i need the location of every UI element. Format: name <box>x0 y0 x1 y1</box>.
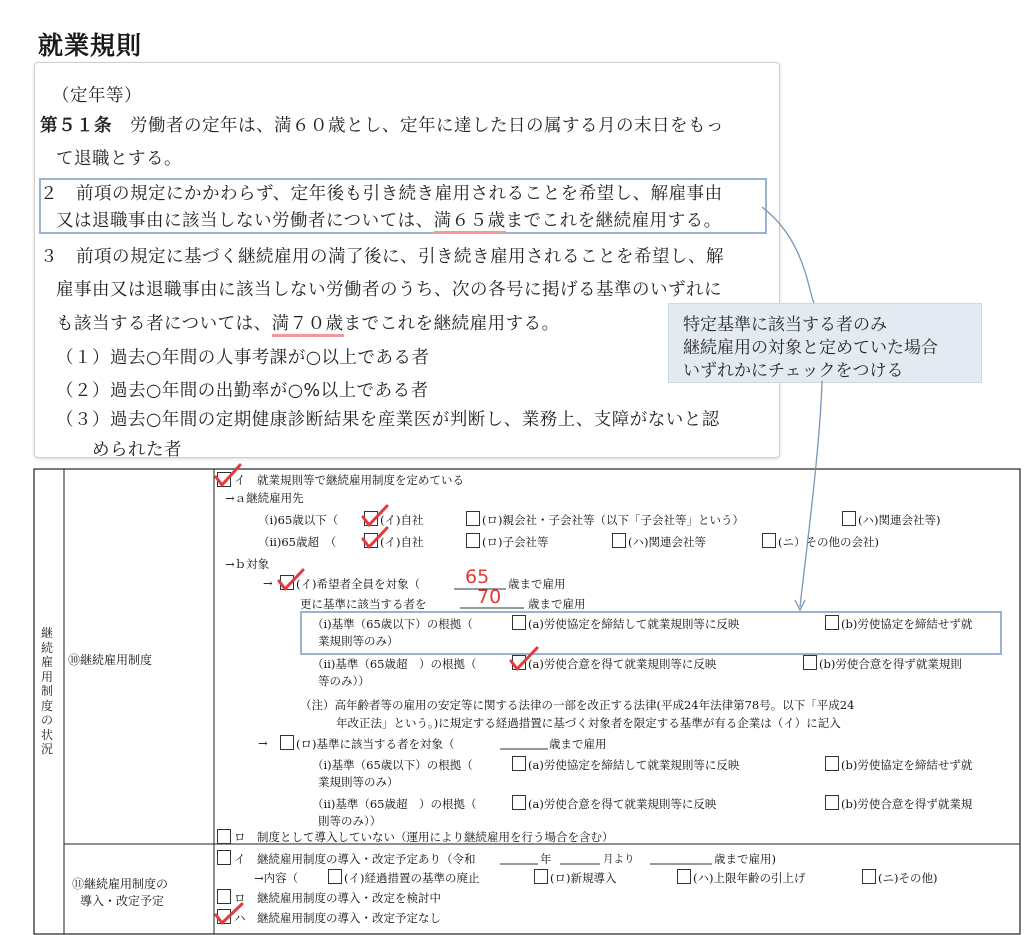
item-1: （１）過去○年間の人事考課が○以上である者 <box>56 348 430 368</box>
r11-opt3-label: (ハ)上限年齢の引上げ <box>693 871 806 885</box>
callout-line2: 継続雇用の対象と定めていた場合 <box>683 338 938 358</box>
a2-opt1-label: (イ)自社 <box>380 535 424 549</box>
note-line2: 年改正法」という。)に規定する経過措置に基づく対象者を限定する基準が有る企業は（イ）に記入 <box>336 716 841 730</box>
b1-sub-post: 歳まで雇用 <box>528 597 586 611</box>
b2-ii-a-label: (a)労使合意を得て就業規則等に反映 <box>528 797 717 811</box>
b2-i-label: （ⅰ)基準（65歳以下）の根拠（ <box>312 758 473 772</box>
i-label: イ 就業規則等で継続雇用制度を定めている <box>234 473 464 487</box>
a2-opt3-label: (ハ)関連会社等 <box>628 535 706 549</box>
paragraph3-line3-pre: も該当する者については、 <box>56 314 272 334</box>
paragraph3-line3-post: までこれを継続雇用する。 <box>343 314 560 334</box>
b2-ii-b-label: (b)労使合意を得ず就業規 <box>841 797 973 811</box>
b2-post: 歳まで雇用 <box>549 737 607 751</box>
b1-label: (イ)希望者全員を対象（ <box>296 577 420 591</box>
r11-naiyo: →内容（ <box>254 871 299 885</box>
r11-opt1-label: (イ)経過措置の基準の廃止 <box>344 871 480 885</box>
callout-line1: 特定基準に該当する者のみ <box>683 315 887 335</box>
page-title: 就業規則 <box>38 31 143 60</box>
r11-age: 歳まで雇用) <box>714 852 776 866</box>
article-51-text: 労働者の定年は、満６０歳とし、定年に達した日の属する月の末日をもっ <box>112 116 724 136</box>
item-2: （２）過去○年間の出勤率が○%以上である者 <box>56 381 429 401</box>
b1-i-label: （ⅰ)基準（65歳以下）の根拠（ <box>312 617 473 631</box>
b1-i-b-label2: 業規則等のみ） <box>318 634 399 648</box>
a1-opt2-label: (ロ)親会社・子会社等（以下「子会社等」という） <box>482 513 744 527</box>
b1-sub-label: 更に基準に該当する者を <box>300 597 427 611</box>
callout-connector-line <box>762 207 814 303</box>
age-70-highlight: 満７０歳 <box>272 314 344 337</box>
paragraph2-line1: ２ 前項の規定にかかわらず、定年後も引き続き雇用されることを希望し、解雇事由 <box>40 184 723 204</box>
b1-i-a-label: (a)労使協定を締結して就業規則等に反映 <box>528 617 740 631</box>
a-label: →ａ継続雇用先 <box>225 491 304 505</box>
b1-sub-age-handwritten: 70 <box>477 586 502 608</box>
b1-ii-b-label: (b)労使合意を得ず就業規則 <box>819 657 962 671</box>
paragraph3-line2: 雇事由又は退職事由に該当しない労働者のうち、次の各号に掲げる基準のいずれに <box>56 280 722 300</box>
b1-ii-a-label: (a)労使合意を得て就業規則等に反映 <box>528 657 717 671</box>
b1-i-b-label: (b)労使協定を締結せず就 <box>841 617 973 631</box>
item-3-line1: （３）過去○年間の定期健康診断結果を産業医が判断し、業務上、支障がないと認 <box>56 410 720 430</box>
check-mark-a1 <box>363 506 387 525</box>
r11-opt2-label: (ロ)新規導入 <box>550 871 617 885</box>
b2-ii-label: （ⅱ)基準（65歳超 ）の根拠（ <box>312 797 477 811</box>
b1-post: 歳まで雇用 <box>508 577 566 591</box>
item-3-line2: められた者 <box>92 440 182 460</box>
b2-i-b-label2: 業規則等のみ） <box>318 775 399 789</box>
paragraph2-line2-pre: 又は退職事由に該当しない労働者については、 <box>56 211 434 231</box>
a2-label: （ⅱ)65歳超 （ <box>258 535 337 549</box>
b2-arrow: → <box>258 736 268 750</box>
row11-label-line2: 導入・改定予定 <box>80 894 165 908</box>
a1-label: （ⅰ)65歳以下（ <box>258 513 339 527</box>
b1-ii-b-label2: 等のみ）） <box>318 674 370 688</box>
r11-ro-label: ロ 継続雇用制度の導入・改定を検討中 <box>234 891 441 905</box>
callout-line3: いずれかにチェックをつける <box>683 361 904 381</box>
b2-label: (ロ)基準に該当する者を対象（ <box>296 737 455 751</box>
check-mark-b1 <box>279 570 303 589</box>
check-mark-a2 <box>363 528 387 547</box>
article-51-line2: て退職とする。 <box>56 149 182 169</box>
red-checkmarks <box>216 465 537 923</box>
rule-heading: （定年等） <box>52 86 142 106</box>
paragraph3-line1: ３ 前項の規定に基づく継続雇用の満了後に、引き続き雇用されることを希望し、解 <box>40 247 724 267</box>
r11-month: 月より <box>603 853 635 865</box>
a1-opt3-label: (ハ)関連会社等) <box>858 513 941 527</box>
a2-opt4-label: (ニ）その他の会社) <box>778 535 879 549</box>
b2-i-a-label: (a)労使協定を締結して就業規則等に反映 <box>528 758 740 772</box>
b1-ii-label: （ⅱ)基準（65歳超 ）の根拠（ <box>312 657 477 671</box>
r11-ha-label: ハ 継続雇用制度の導入・改定予定なし <box>234 911 441 925</box>
note-line1: （注）高年齢者等の雇用の安定等に関する法律の一部を改正する法律(平成24年法律第78号。以下「平成24 <box>300 698 855 712</box>
r11-opt4-label: (ニ)その他) <box>878 871 938 885</box>
a1-opt1-label: (イ)自社 <box>380 513 424 527</box>
b2-i-b-label: (b)労使協定を締結せず就 <box>841 758 973 772</box>
r11-year: 年 <box>540 852 552 866</box>
b2-ii-b-label2: 則等のみ）） <box>318 814 382 828</box>
ro-label: ロ 制度として導入していない（運用により継続雇用を行う場合を含む） <box>234 830 614 844</box>
check-mark-i <box>216 465 240 485</box>
b1-age-handwritten: 65 <box>465 566 490 588</box>
section-title-vertical: 継続雇用制度の状況 <box>40 626 53 756</box>
callout-arrow-line <box>800 381 822 607</box>
b1-arrow: → <box>263 576 273 590</box>
r11-i-label: イ 継続雇用制度の導入・改定予定あり（令和 <box>234 852 476 866</box>
b-label: →ｂ対象 <box>225 557 270 571</box>
a2-opt2-label: (ロ)子会社等 <box>482 535 549 549</box>
paragraph2-line2-post: までこれを継続雇用する。 <box>505 211 722 231</box>
check-mark-r11-ha <box>216 904 242 923</box>
check-mark-b1-ii <box>511 648 537 669</box>
article-51-label: 第５１条 <box>40 116 112 136</box>
row10-label: ⑩継続雇用制度 <box>68 653 153 667</box>
age-65-highlight: 満６５歳 <box>434 211 506 234</box>
row11-label-line1: ⑪継続雇用制度の <box>72 877 169 891</box>
